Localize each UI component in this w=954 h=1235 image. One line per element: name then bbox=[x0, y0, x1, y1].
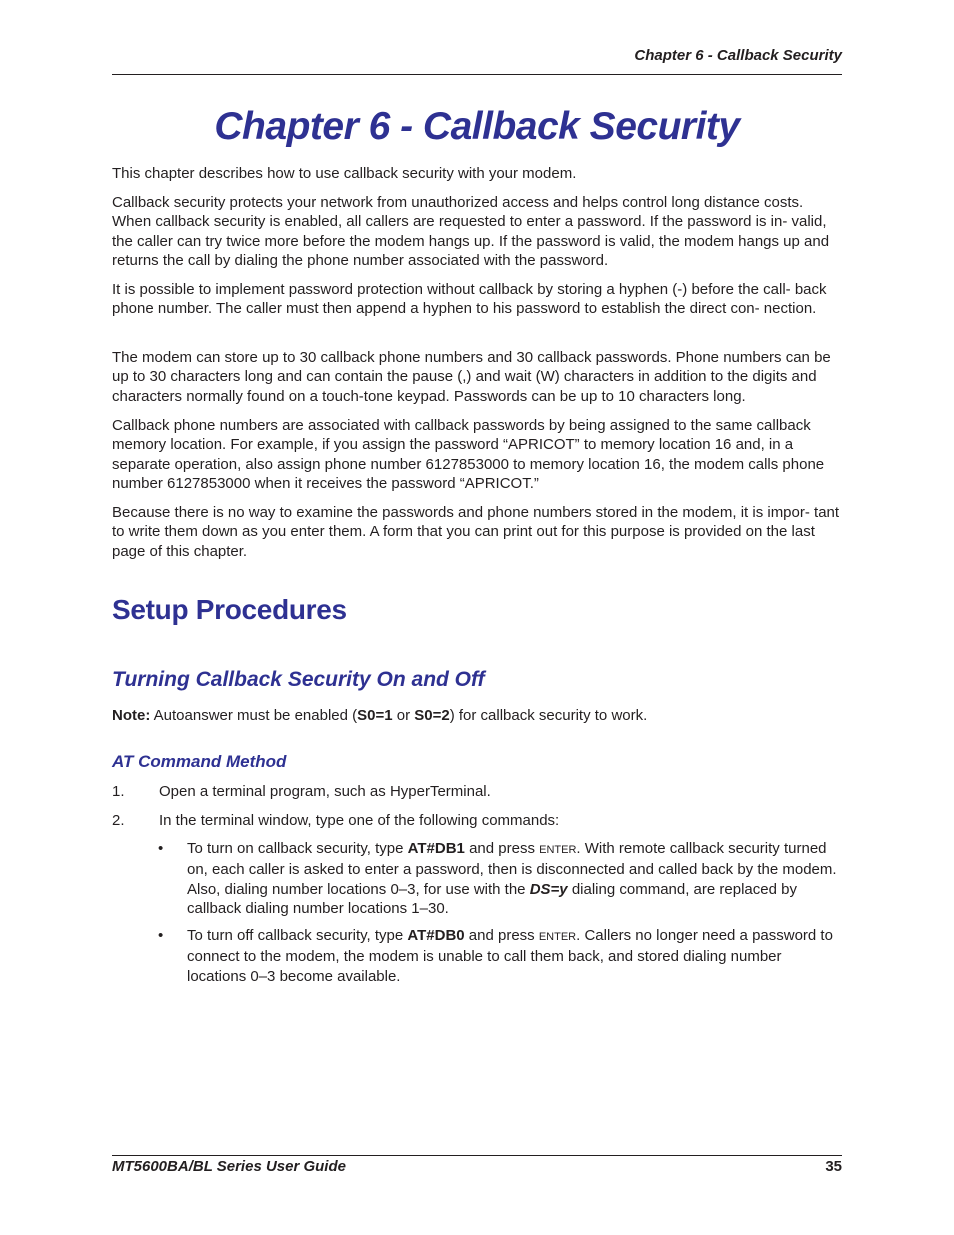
page-number: 35 bbox=[825, 1158, 842, 1175]
key-name: ENTER bbox=[539, 844, 577, 856]
dial-command: DS=y bbox=[529, 880, 568, 898]
step-text: In the terminal window, type one of the following commands: bbox=[159, 812, 560, 829]
step-number: 1. bbox=[112, 783, 125, 800]
bullet-marker: • bbox=[158, 840, 164, 857]
note-paragraph bbox=[112, 706, 842, 725]
intro-paragraph-6: Because there is no way to examine the passwords and phone numbers stored in the modem, it is impor- tant to write them down as you enter them. A form that you can print out for this purpose is provided on the last page of this chapter. bbox=[112, 504, 840, 560]
note-code-2: S0=2 bbox=[414, 707, 450, 724]
bullet-text: and press bbox=[464, 927, 539, 944]
note-text-2: or bbox=[392, 707, 415, 724]
intro-paragraph-4: The modem can store up to 30 callback phone numbers and 30 callback passwords. Phone numbers can be up to 30 characters long and can contain the pause (,) and wait (W) characters in addition to the digits and characters normally found on a touch-tone keypad. Passwords can be up to 10 characters long. bbox=[112, 349, 831, 405]
footer-rule bbox=[112, 1155, 842, 1156]
bullet-text: To turn off callback security, type bbox=[187, 927, 408, 944]
step-number: 2. bbox=[112, 812, 125, 829]
command-code: AT#DB1 bbox=[407, 840, 465, 857]
intro-paragraph-3: It is possible to implement password protection without callback by storing a hyphen (-) before the call- back phone number. The caller must then append a hyphen to his password to establish the direct con- nection. bbox=[112, 281, 827, 318]
intro-paragraph-1: This chapter describes how to use callback security with your modem. bbox=[112, 165, 577, 182]
bullet-text: . With remote callback security turned on, each caller is asked to enter a password, then is disconnected and called back by the modem. Also, dialing number locations 0–3, for use with the bbox=[187, 840, 837, 898]
section-heading: Setup Procedures bbox=[112, 594, 347, 625]
footer-title: MT5600BA/BL Series User Guide bbox=[112, 1158, 346, 1175]
bullet-text: . Callers no longer need a password to connect to the modem, the modem is unable to call them back, and stored dialing number locations 0–3 become available. bbox=[187, 927, 833, 985]
subsection-heading: Turning Callback Security On and Off bbox=[112, 668, 485, 691]
bullet-text: dialing command, are replaced by callback dialing number locations 1–30. bbox=[187, 880, 797, 918]
intro-paragraph-2: Callback security protects your network from unauthorized access and helps control long distance costs. When callback security is enabled, all callers are requested to enter a password. If the password is in- valid, the caller can try twice more before the modem hangs up. If the password is valid, the modem hangs up and returns the call by dialing the phone number associated with the password. bbox=[112, 194, 830, 270]
step-text: Open a terminal program, such as HyperTerminal. bbox=[159, 783, 491, 800]
bullet-marker: • bbox=[158, 927, 164, 944]
note-code-1: S0=1 bbox=[357, 707, 393, 724]
bullet-item bbox=[187, 839, 842, 919]
intro-paragraph-5: Callback phone numbers are associated with callback passwords by being assigned to the same callback memory location. For example, if you assign the password “APRICOT” to memory location 16 and, in a separate operation, also assign phone number 6127853000 to memory location 16, the modem calls phone number 6127853000 when it receives the password “APRICOT.” bbox=[112, 417, 825, 493]
note-text-1: Autoanswer must be enabled ( bbox=[150, 707, 358, 724]
note-text-3: ) for callback security to work. bbox=[449, 707, 648, 724]
command-code: AT#DB0 bbox=[407, 927, 465, 944]
chapter-title: Chapter 6 - Callback Security bbox=[214, 105, 740, 148]
key-name: ENTER bbox=[538, 931, 577, 943]
note-label: Note: bbox=[112, 707, 151, 724]
running-head: Chapter 6 - Callback Security bbox=[634, 47, 842, 64]
bullet-item bbox=[187, 926, 842, 986]
method-heading: AT Command Method bbox=[112, 752, 287, 771]
header-rule bbox=[112, 74, 842, 75]
bullet-text: To turn on callback security, type bbox=[187, 840, 408, 857]
bullet-text: and press bbox=[464, 840, 540, 857]
